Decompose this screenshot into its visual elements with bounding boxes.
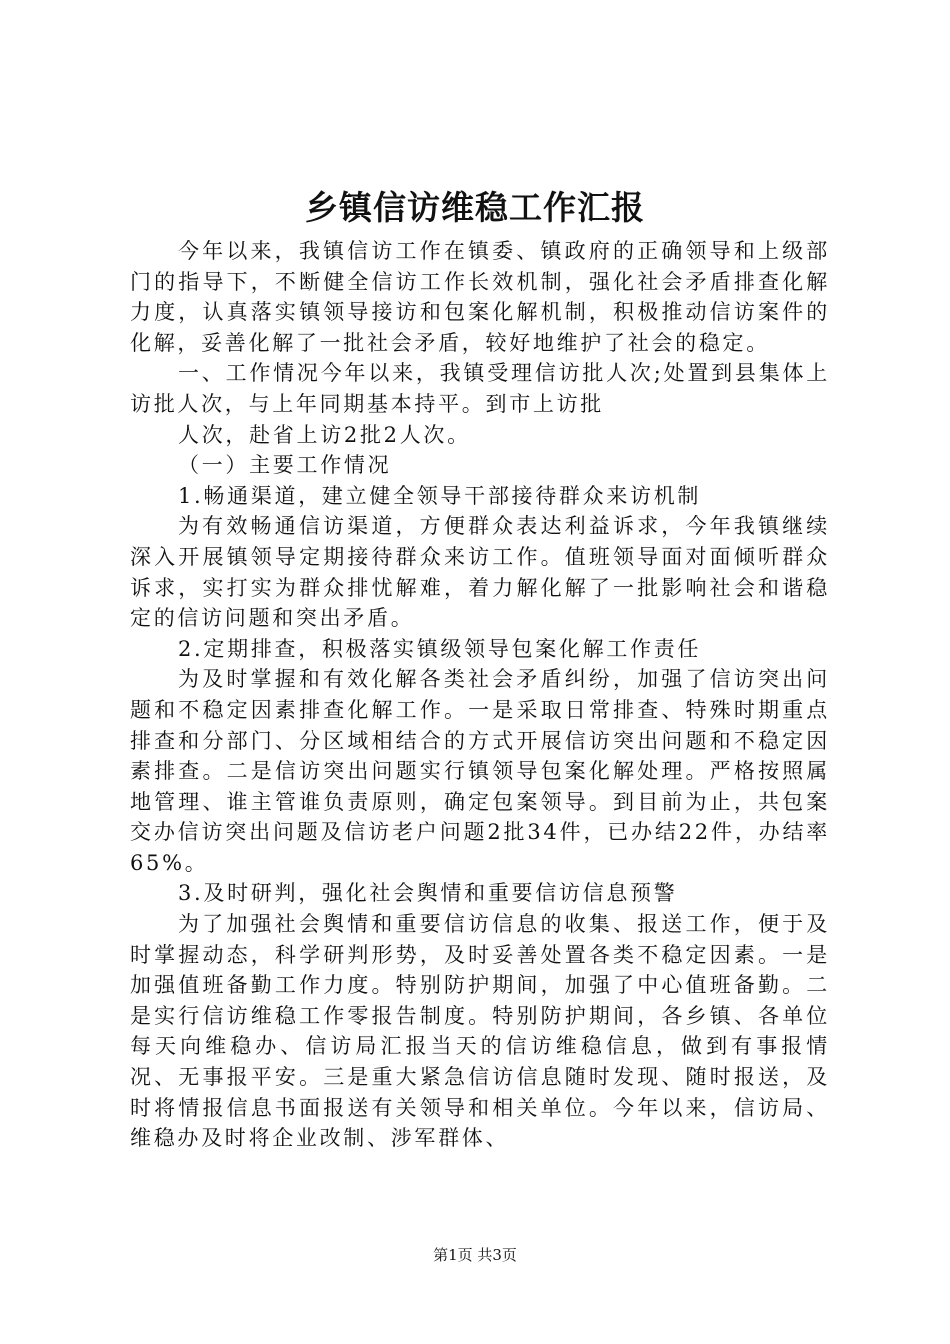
subheading-2: 2.定期排查，积极落实镇级领导包案化解工作责任 <box>178 636 702 661</box>
paragraph-intro: 今年以来，我镇信访工作在镇委、镇政府的正确领导和上级部门的指导下，不断健全信访工作长效机制，强化社会矛盾排查化解力度，认真落实镇领导接访和包案化解机制，积极推动信访案件的化解，妥善化解了一批社会矛盾，较好地维护了社会的稳定。 <box>130 239 830 355</box>
page-footer: 第1页 共3页 <box>433 1246 517 1264</box>
subheading-1: 1.畅通渠道，建立健全领导干部接待群众来访机制 <box>178 483 702 508</box>
document-body <box>130 236 830 1154</box>
paragraph-2: 为及时掌握和有效化解各类社会矛盾纠纷，加强了信访突出问题和不稳定因素排查化解工作。一是采取日常排查、特殊时期重点排查和分部门、分区域相结合的方式开展信访突出问题和不稳定因素排查。二是信访突出问题实行镇领导包案化解处理。严格按照属地管理、谁主管谁负责原则，确定包案领导。到目前为止，共包案交办信访突出问题及信访老户问题2批34件，已办结22件，办结率65%。 <box>130 667 830 875</box>
paragraph-1: 为有效畅通信访渠道，方便群众表达利益诉求，今年我镇继续深入开展镇领导定期接待群众来访工作。值班领导面对面倾听群众诉求，实打实为群众排忧解难，着力解化解了一批影响社会和谐稳定的信访问题和突出矛盾。 <box>130 514 830 631</box>
subheading-3: 3.及时研判，强化社会舆情和重要信访信息预警 <box>178 881 678 906</box>
paragraph-work-status: 一、工作情况今年以来，我镇受理信访批人次;处置到县集体上访批人次，与上年同期基本持平。到市上访批 <box>130 361 830 416</box>
paragraph-3: 为了加强社会舆情和重要信访信息的收集、报送工作，便于及时掌握动态，科学研判形势，及时妥善处置各类不稳定因素。一是加强值班备勤工作力度。特别防护期间，加强了中心值班备勤。二是实行信访维稳工作零报告制度。特别防护期间，各乡镇、各单位每天向维稳办、信访局汇报当天的信访维稳信息，做到有事报情况、无事报平安。三是重大紧急信访信息随时发现、随时报送，及时将情报信息书面报送有关领导和相关单位。今年以来，信访局、维稳办及时将企业改制、涉军群体、 <box>130 912 830 1151</box>
section-heading-main-work: （一）主要工作情况 <box>178 453 392 478</box>
paragraph-work-status-cont: 人次，赴省上访2批2人次。 <box>178 422 471 447</box>
document-title: 乡镇信访维稳工作汇报 <box>305 188 645 227</box>
